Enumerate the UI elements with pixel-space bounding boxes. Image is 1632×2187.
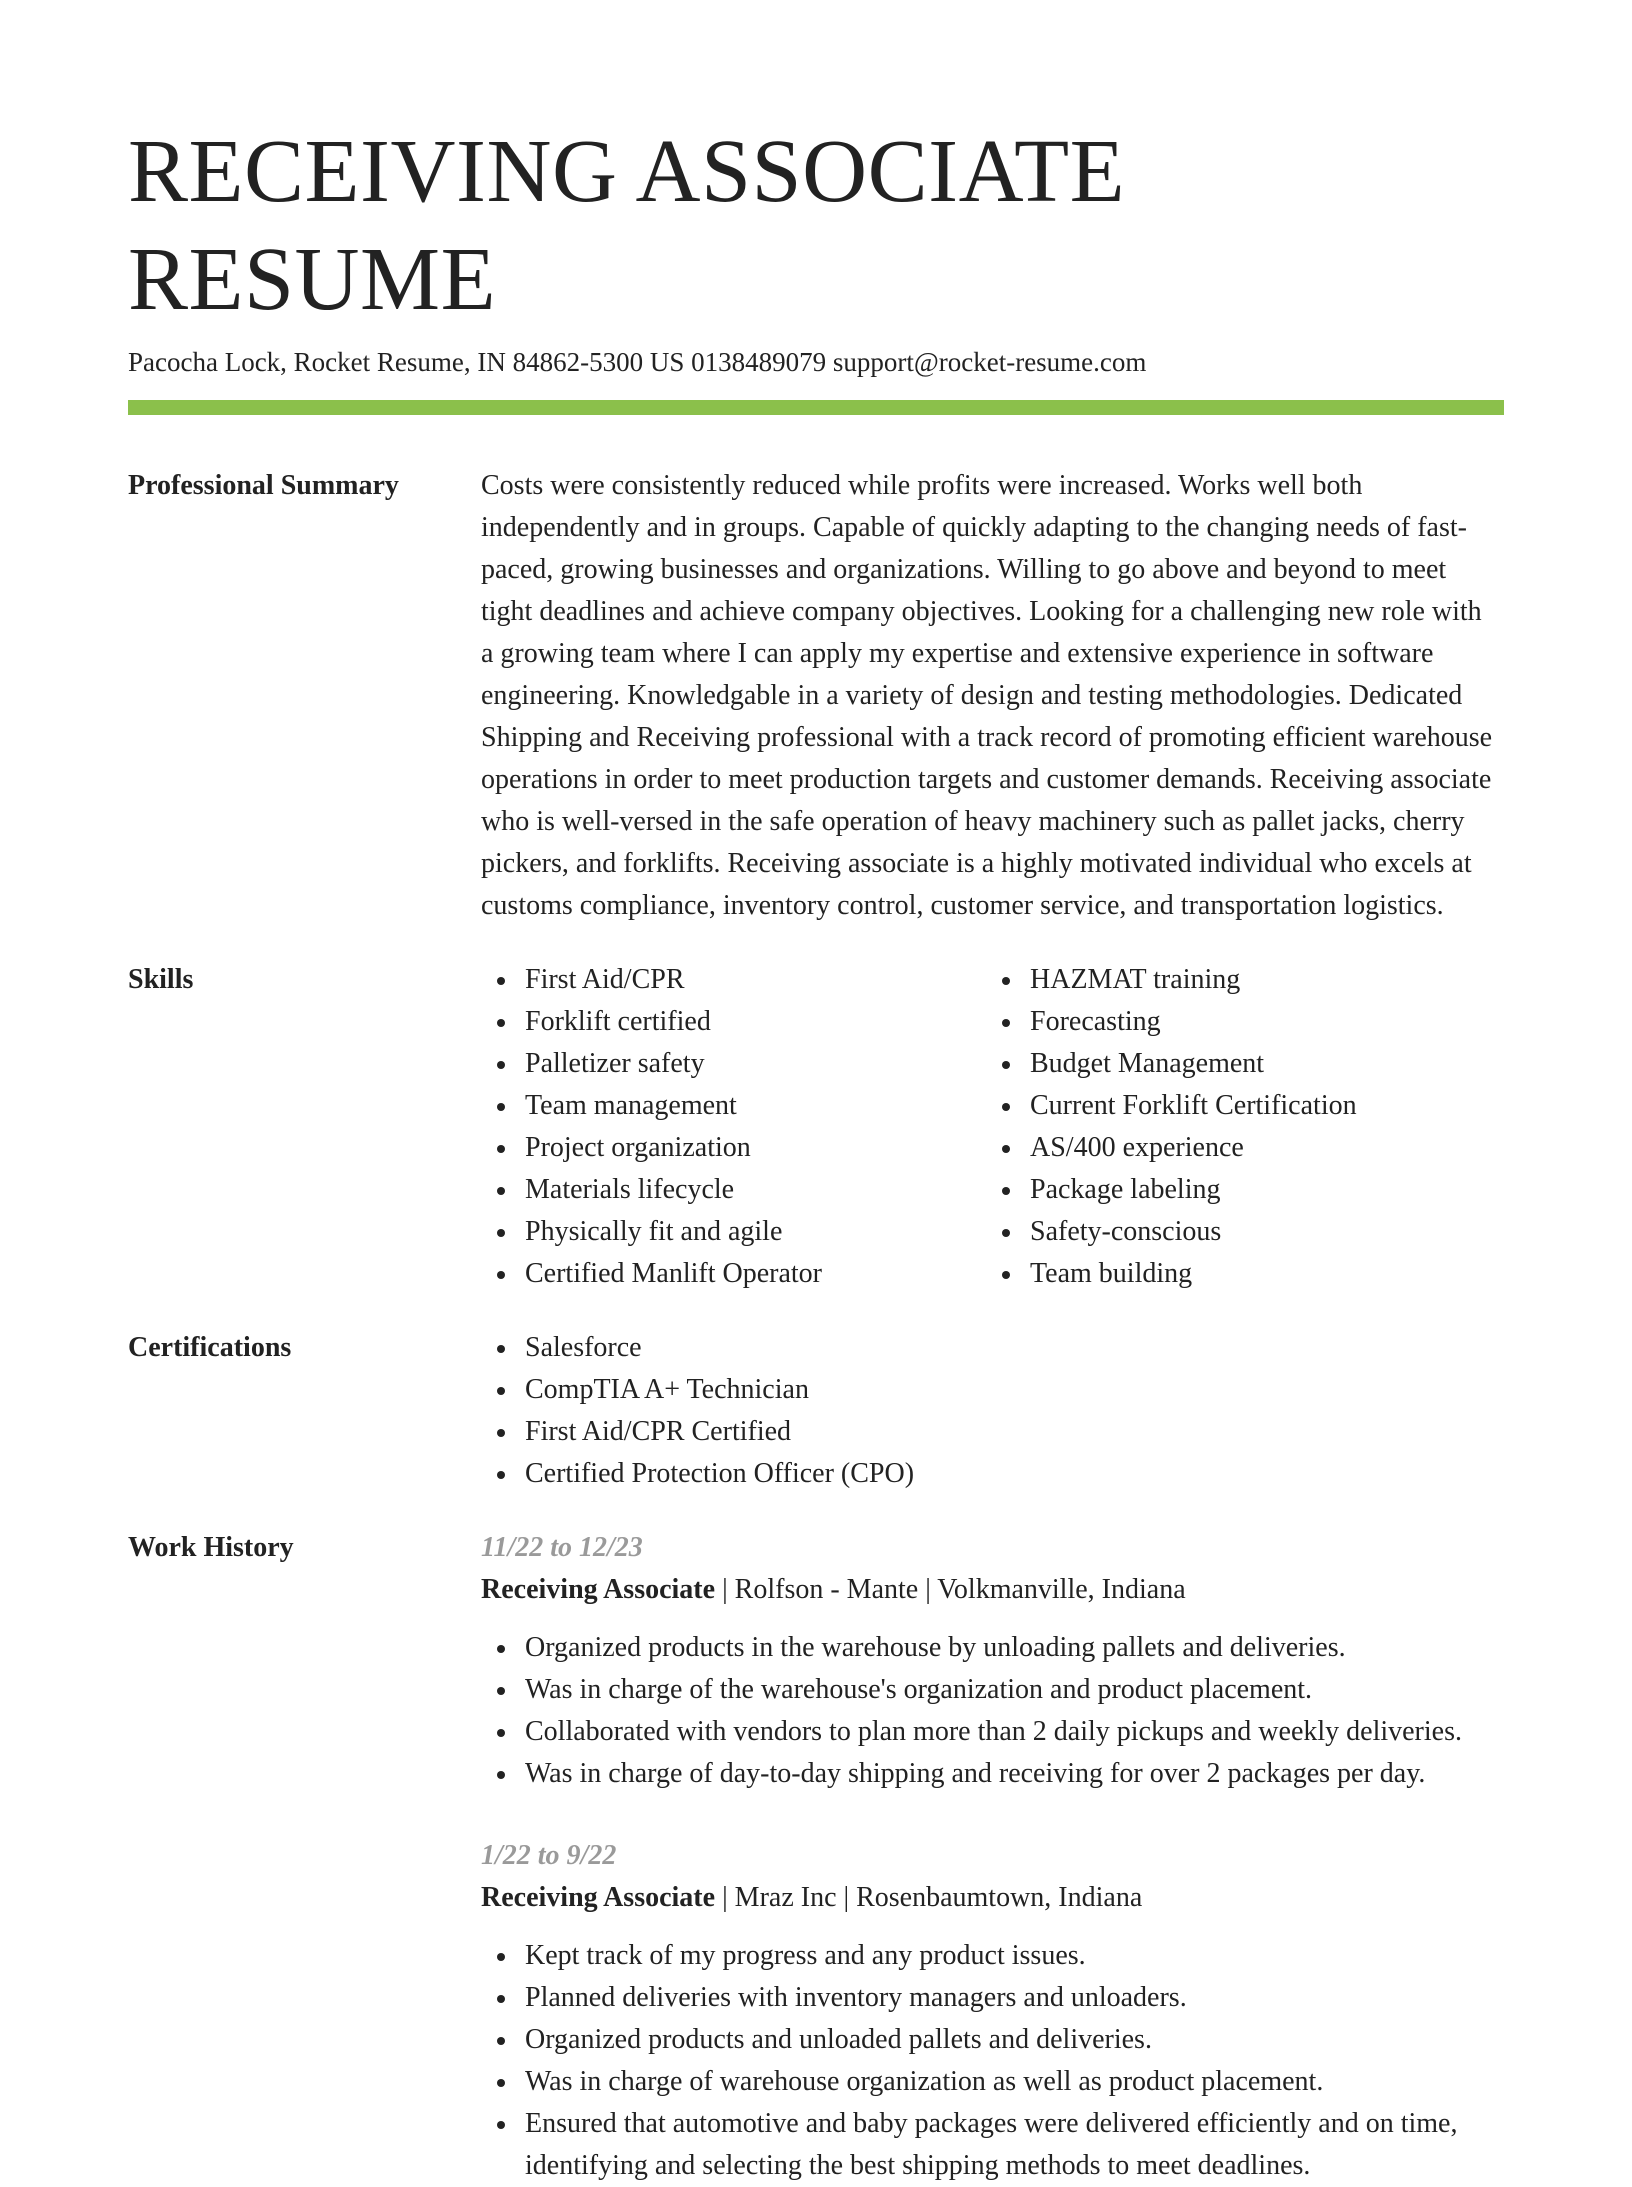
skill-item: Team building bbox=[986, 1253, 1491, 1295]
summary-section bbox=[128, 465, 1504, 927]
job-responsibilities bbox=[481, 1935, 1504, 2187]
skill-item: Materials lifecycle bbox=[481, 1169, 986, 1211]
section-label-certifications: Certifications bbox=[128, 1332, 292, 1363]
job-bullet: Organized products and unloaded pallets and deliveries. bbox=[481, 2019, 1504, 2061]
job-dates: 1/22 to 9/22 bbox=[481, 1840, 617, 1871]
header-divider bbox=[128, 400, 1504, 415]
certification-item: Certified Protection Officer (CPO) bbox=[481, 1453, 1504, 1495]
job-company-location: | Mraz Inc | Rosenbaumtown, Indiana bbox=[715, 1882, 1143, 1913]
work-history-section bbox=[128, 1527, 1504, 2187]
job-bullet: Collaborated with vendors to plan more than 2 daily pickups and weekly deliveries. bbox=[481, 1711, 1504, 1753]
job-heading bbox=[481, 1569, 1504, 1611]
resume-title: RECEIVING ASSOCIATE RESUME bbox=[128, 122, 1126, 329]
certification-item: First Aid/CPR Certified bbox=[481, 1411, 1504, 1453]
job-bullet: Organized products in the warehouse by unloading pallets and deliveries. bbox=[481, 1627, 1504, 1669]
skills-list-right bbox=[986, 959, 1491, 1295]
skill-item: HAZMAT training bbox=[986, 959, 1491, 1001]
skill-item: AS/400 experience bbox=[986, 1127, 1491, 1169]
skill-item: Budget Management bbox=[986, 1043, 1491, 1085]
skill-item: Package labeling bbox=[986, 1169, 1491, 1211]
skill-item: Team management bbox=[481, 1085, 986, 1127]
skill-item: First Aid/CPR bbox=[481, 959, 986, 1001]
work-history-body bbox=[481, 1527, 1504, 2187]
skill-item: Project organization bbox=[481, 1127, 986, 1169]
job-bullet: Was in charge of warehouse organization as well as product placement. bbox=[481, 2061, 1504, 2103]
contact-info: Pacocha Lock, Rocket Resume, IN 84862-5300 US 0138489079 support@rocket-resume.com bbox=[128, 347, 1147, 377]
job-bullet: Was in charge of day-to-day shipping and receiving for over 2 packages per day. bbox=[481, 1753, 1504, 1795]
section-label-skills: Skills bbox=[128, 964, 194, 995]
job-bullet: Kept track of my progress and any product issues. bbox=[481, 1935, 1504, 1977]
job-entry bbox=[481, 1835, 1504, 2187]
section-label-work-history: Work History bbox=[128, 1532, 294, 1563]
job-heading bbox=[481, 1877, 1504, 1919]
summary-body bbox=[481, 465, 1504, 927]
skill-item: Safety-conscious bbox=[986, 1211, 1491, 1253]
certifications-body bbox=[481, 1327, 1504, 1495]
job-entry bbox=[481, 1527, 1504, 1795]
skill-item: Current Forklift Certification bbox=[986, 1085, 1491, 1127]
skills-grid bbox=[481, 959, 1504, 1295]
summary-text: Costs were consistently reduced while profits were increased. Works well both independently and in groups. Capable of quickly adapting to the changing needs of fast-paced, growing businesses and organizations. Willing to go above and beyond to meet tight deadlines and achieve company objectives. Looking for a challenging new role with a growing team where I can apply my expertise and extensive experience in software engineering. Knowledgable in a variety of design and testing methodologies. Dedicated Shipping and Receiving professional with a track record of promoting efficient warehouse operations in order to meet production targets and customer demands. Receiving associate who is well-versed in the safe operation of heavy machinery such as pallet jacks, cherry pickers, and forklifts. Receiving associate is a highly motivated individual who excels at customs compliance, inventory control, customer service, and transportation logistics. bbox=[481, 470, 1493, 921]
skill-item: Physically fit and agile bbox=[481, 1211, 986, 1253]
job-title: Receiving Associate bbox=[481, 1574, 716, 1605]
job-title: Receiving Associate bbox=[481, 1882, 716, 1913]
job-dates: 11/22 to 12/23 bbox=[481, 1532, 643, 1563]
skill-item: Forklift certified bbox=[481, 1001, 986, 1043]
skill-item: Palletizer safety bbox=[481, 1043, 986, 1085]
section-label-summary: Professional Summary bbox=[128, 470, 399, 501]
job-responsibilities bbox=[481, 1627, 1504, 1795]
job-bullet: Planned deliveries with inventory managers and unloaders. bbox=[481, 1977, 1504, 2019]
job-company-location: | Rolfson - Mante | Volkmanville, Indiana bbox=[715, 1574, 1186, 1605]
certification-item: Salesforce bbox=[481, 1327, 1504, 1369]
skill-item: Certified Manlift Operator bbox=[481, 1253, 986, 1295]
job-bullet: Ensured that automotive and baby packages were delivered efficiently and on time, identifying and selecting the best shipping methods to meet deadlines. bbox=[481, 2103, 1504, 2187]
certifications-list bbox=[481, 1327, 1504, 1495]
certification-item: CompTIA A+ Technician bbox=[481, 1369, 1504, 1411]
skills-section bbox=[128, 959, 1504, 1295]
skills-list-left bbox=[481, 959, 986, 1295]
certifications-section bbox=[128, 1327, 1504, 1495]
job-bullet: Was in charge of the warehouse's organization and product placement. bbox=[481, 1669, 1504, 1711]
skill-item: Forecasting bbox=[986, 1001, 1491, 1043]
